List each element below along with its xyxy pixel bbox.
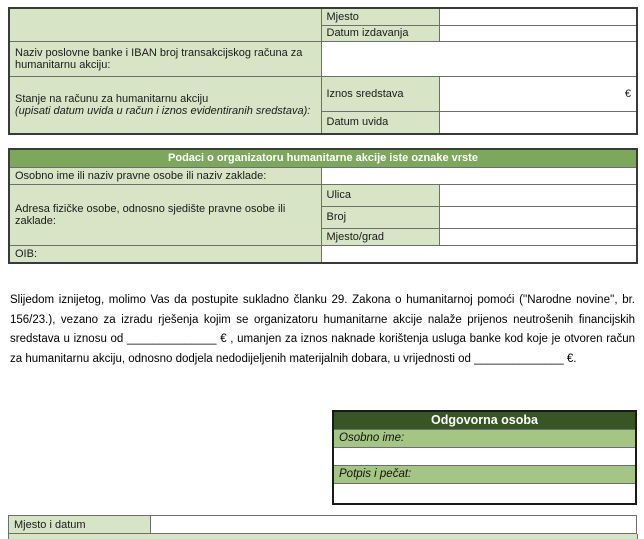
organizer-name-value-cell[interactable]	[321, 167, 637, 184]
issuance-bank-balance-table	[8, 7, 638, 135]
place-date-label: Mjesto i datum	[9, 516, 151, 534]
iznos-sredstava-label: Iznos sredstava	[321, 76, 439, 111]
iznos-sredstava-value-cell[interactable]	[439, 76, 637, 111]
datum-izdavanja-label: Datum izdavanja	[321, 25, 439, 41]
euro-currency-symbol: €	[624, 87, 631, 100]
mjesto-grad-value-cell[interactable]	[439, 228, 637, 245]
bank-iban-label: Naziv poslovne banke i IBAN broj transakcijskog računa za humanitarnu akciju:	[9, 41, 321, 76]
table-row	[9, 184, 637, 206]
table-row	[333, 483, 636, 504]
table-row	[333, 429, 636, 447]
empty-green-cell	[9, 8, 321, 41]
cutoff-green-row	[8, 534, 638, 539]
bank-iban-value-cell[interactable]	[321, 41, 637, 76]
table-row	[9, 149, 637, 167]
datum-izdavanja-value-cell[interactable]	[439, 25, 637, 41]
legal-paragraph: Slijedom iznijetog, molimo Vas da postupite sukladno članku 29. Zakona o humanitarnoj pomoći (''Narodne novine'', br. 156/23.), vezano za izradu rješenja kojim se organizatoru humanitarne akcije nalaže prijenos neutrošenih financijskih sredstava u iznosu od ______________ € , umanjen za iznos naknade korištenja usluga banke kod koje je otvoren račun za humanitarnu akciju, odnosno dodjela nedodijeljenih materijalnih dobara, u vrijednosti od ______________ €.	[10, 294, 635, 365]
signature-stamp-label: Potpis i pečat:	[333, 465, 636, 483]
place-date-table	[8, 515, 637, 534]
table-row	[9, 167, 637, 184]
organizer-data-table	[8, 148, 638, 264]
responsible-person-box	[332, 410, 637, 505]
table-row	[9, 516, 637, 534]
table-row	[9, 8, 637, 25]
organizer-name-label: Osobno ime ili naziv pravne osobe ili naziv zaklade:	[9, 167, 321, 184]
balance-label	[9, 76, 321, 134]
organizer-table-header: Podaci o organizatoru humanitarne akcije iste oznake vrste	[9, 149, 637, 167]
signature-stamp-value-cell[interactable]	[333, 483, 636, 504]
place-date-value-cell[interactable]	[151, 516, 637, 534]
mjesto-value-cell[interactable]	[439, 8, 637, 25]
oib-label: OIB:	[9, 245, 321, 263]
table-row	[333, 411, 636, 429]
table-row	[9, 41, 637, 76]
broj-value-cell[interactable]	[439, 206, 637, 228]
table-row	[9, 245, 637, 263]
datum-uvida-label: Datum uvida	[321, 111, 439, 134]
table-row	[333, 465, 636, 483]
organizer-address-label: Adresa fizičke osobe, odnosno sjedište pravne osobe ili zaklade:	[9, 184, 321, 245]
mjesto-label: Mjesto	[321, 8, 439, 25]
responsible-name-value-cell[interactable]	[333, 447, 636, 465]
table-row	[9, 76, 637, 111]
responsible-name-label: Osobno ime:	[333, 429, 636, 447]
mjesto-grad-label: Mjesto/grad	[321, 228, 439, 245]
table-row	[333, 447, 636, 465]
balance-title: Stanje na računu za humanitarnu akciju	[15, 92, 209, 105]
datum-uvida-value-cell[interactable]	[439, 111, 637, 134]
responsible-person-header: Odgovorna osoba	[333, 411, 636, 429]
oib-value-cell[interactable]	[321, 245, 637, 263]
broj-label: Broj	[321, 206, 439, 228]
ulica-value-cell[interactable]	[439, 184, 637, 206]
balance-note: (upisati datum uvida u račun i iznos evidentiranih sredstava):	[15, 104, 311, 117]
ulica-label: Ulica	[321, 184, 439, 206]
